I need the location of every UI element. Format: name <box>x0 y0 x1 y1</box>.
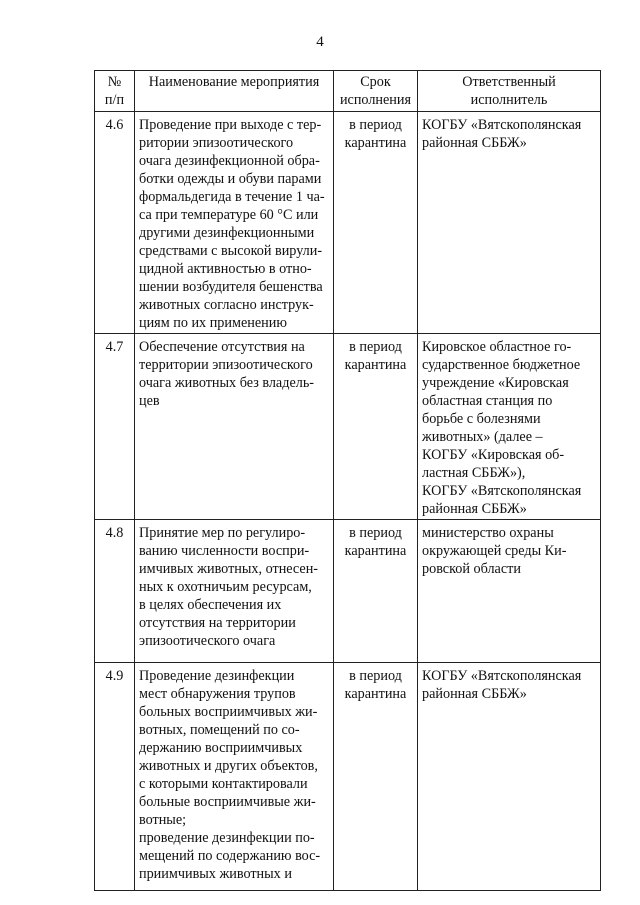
cell-line: КОГБУ «Вятскополянская <box>422 483 582 499</box>
cell-line: шении возбудителя бешенства <box>139 279 323 295</box>
cell-line: цев <box>139 393 160 409</box>
page-number: 4 <box>316 34 324 50</box>
table-row <box>95 520 601 663</box>
cell-line: Обеспечение отсутствия на <box>139 339 305 355</box>
cell-line: эпизоотического очага <box>139 633 276 649</box>
row-executor <box>418 334 601 520</box>
row-num: 4.9 <box>95 663 135 891</box>
cell-line: Проведение дезинфекции <box>139 668 295 684</box>
cell-line: Принятие мер по регулиро- <box>139 525 306 541</box>
cell-line: вотных, помещений по со- <box>139 722 300 738</box>
row-executor <box>418 520 601 663</box>
cell-line: мещений по содержанию вос- <box>139 848 321 864</box>
row-term <box>334 520 418 663</box>
cell-line: в период <box>349 525 402 541</box>
cell-line: другими дезинфекционными <box>139 225 315 241</box>
header-term-line: исполнения <box>339 92 412 108</box>
header-name <box>135 71 334 112</box>
row-term <box>334 112 418 334</box>
cell-line: карантина <box>344 135 407 151</box>
cell-line: ванию численности воспри- <box>139 543 310 559</box>
cell-line: районная СББЖ» <box>422 686 527 702</box>
cell-line: животных согласно инструк- <box>139 297 314 313</box>
cell-line: КОГБУ «Вятскополянская <box>422 668 582 684</box>
table-row <box>95 663 601 891</box>
cell-line: карантина <box>344 357 407 373</box>
header-executor <box>418 71 601 112</box>
header-term <box>334 71 418 112</box>
header-executor-line: исполнитель <box>470 92 548 108</box>
header-num-line: № <box>107 74 122 90</box>
cell-line: борьбе с болезнями <box>422 411 541 427</box>
cell-line: в период <box>349 668 402 684</box>
cell-line: очага дезинфекционной обра- <box>139 153 320 169</box>
header-num-line: п/п <box>104 92 125 108</box>
cell-line: формальдегида в течение 1 ча- <box>139 189 325 205</box>
cell-line: КОГБУ «Вятскополянская <box>422 117 582 133</box>
row-name <box>135 663 334 891</box>
cell-line: имчивых животных, отнесен- <box>139 561 319 577</box>
cell-line: ботки одежды и обуви парами <box>139 171 322 187</box>
row-executor <box>418 663 601 891</box>
cell-line: средствами с высокой вирули- <box>139 243 323 259</box>
header-term-line: Срок <box>360 74 391 90</box>
cell-line: животных и других объектов, <box>139 758 318 774</box>
row-name <box>135 520 334 663</box>
row-term <box>334 334 418 520</box>
cell-line: карантина <box>344 686 407 702</box>
cell-line: в период <box>349 339 402 355</box>
cell-line: областная станция по <box>422 393 553 409</box>
cell-line: районная СББЖ» <box>422 135 527 151</box>
cell-line: вотные; <box>139 812 187 828</box>
header-num <box>95 71 135 112</box>
cell-line: учреждение «Кировская <box>422 375 569 391</box>
cell-line: мест обнаружения трупов <box>139 686 296 702</box>
row-executor <box>418 112 601 334</box>
row-name <box>135 334 334 520</box>
cell-line: циям по их применению <box>139 315 287 331</box>
table-header-row <box>95 71 601 112</box>
cell-line: держанию восприимчивых <box>139 740 303 756</box>
row-num: 4.8 <box>95 520 135 663</box>
cell-line: карантина <box>344 543 407 559</box>
cell-line: цидной активностью в отно- <box>139 261 312 277</box>
row-num: 4.7 <box>95 334 135 520</box>
measures-table <box>94 70 601 891</box>
header-executor-line: Ответственный <box>462 74 556 90</box>
table-row <box>95 112 601 334</box>
cell-line: ровской области <box>422 561 521 577</box>
cell-line: ритории эпизоотического <box>139 135 294 151</box>
row-num: 4.6 <box>95 112 135 334</box>
cell-line: животных» (далее – <box>422 429 543 445</box>
cell-line: отсутствия на территории <box>139 615 296 631</box>
cell-line: сударственное бюджетное <box>422 357 581 373</box>
cell-line: КОГБУ «Кировская об- <box>422 447 565 463</box>
row-term <box>334 663 418 891</box>
cell-line: районная СББЖ» <box>422 501 527 517</box>
cell-line: ластная СББЖ»), <box>422 465 526 481</box>
header-name-text: Наименование мероприятия <box>148 74 320 90</box>
cell-line: министерство охраны <box>422 525 554 541</box>
cell-line: с которыми контактировали <box>139 776 308 792</box>
cell-line: окружающей среды Ки- <box>422 543 567 559</box>
cell-line: в период <box>349 117 402 133</box>
cell-line: са при температуре 60 °С или <box>139 207 319 223</box>
row-name <box>135 112 334 334</box>
cell-line: проведение дезинфекции по- <box>139 830 315 846</box>
cell-line: ных к охотничьим ресурсам, <box>139 579 312 595</box>
cell-line: в целях обеспечения их <box>139 597 282 613</box>
cell-line: Проведение при выходе с тер- <box>139 117 322 133</box>
cell-line: очага животных без владель- <box>139 375 315 391</box>
table-row <box>95 334 601 520</box>
cell-line: больных восприимчивых жи- <box>139 704 318 720</box>
cell-line: приимчивых животных и <box>139 866 292 882</box>
cell-line: Кировское областное го- <box>422 339 572 355</box>
cell-line: больные восприимчивые жи- <box>139 794 316 810</box>
cell-line: территории эпизоотического <box>139 357 313 373</box>
